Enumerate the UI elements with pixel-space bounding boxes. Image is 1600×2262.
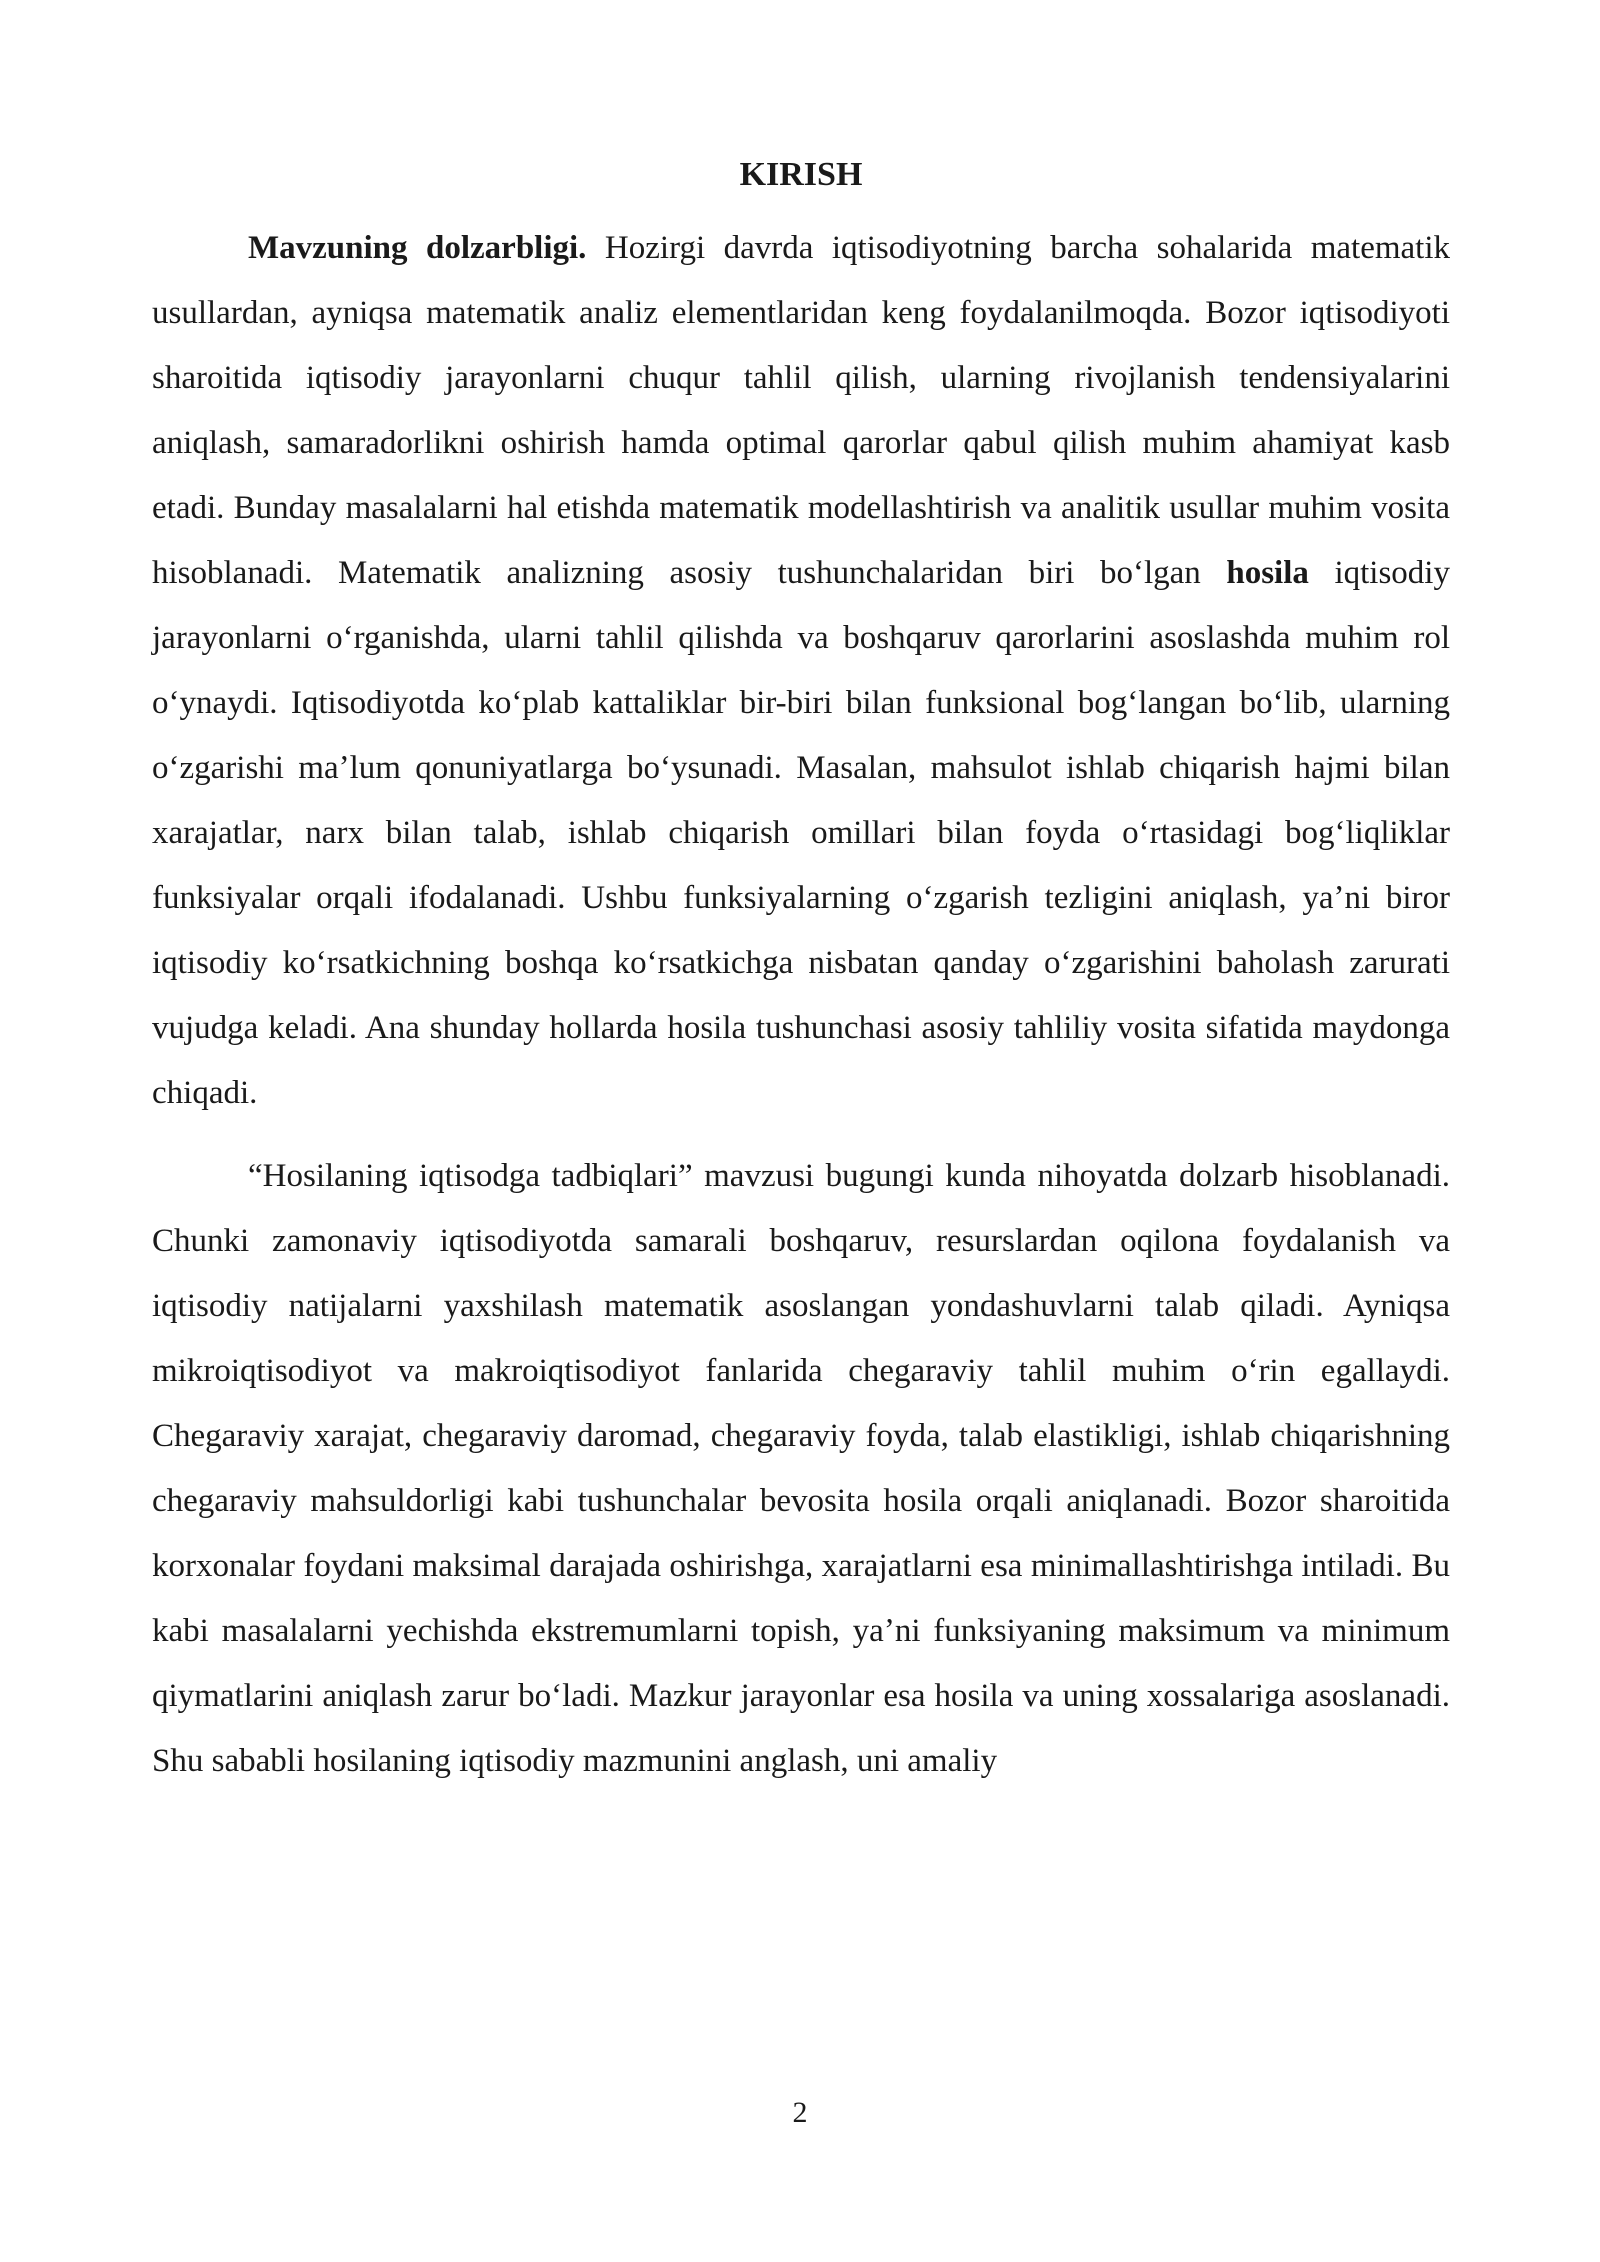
paragraph-relevance — [152, 216, 1450, 1126]
paragraph-text-part2: iqtisodiy jarayonlarni oʻrganishda, ularni tahlil qilishda va boshqaruv qarorlarini asoslashda muhim rol oʻynaydi. Iqtisodiyotda koʻplab kattaliklar bir-biri bilan funksional bogʻlangan boʻlib, ularning oʻzgarishi maʼlum qonuniyatlarga boʻysunadi. Masalan, mahsulot ishlab chiqarish hajmi bilan xarajatlar, narx bilan talab, ishlab chiqarish omillari bilan foyda oʻrtasidagi bogʻliqliklar funksiyalar orqali ifodalanadi. Ushbu funksiyalarning oʻzgarish tezligini aniqlash, yaʼni biror iqtisodiy koʻrsatkichning boshqa koʻrsatkichga nisbatan qanday oʻzgarishini baholash zarurati vujudga keladi. Ana shunday hollarda hosila tushunchasi asosiy tahliliy vosita sifatida maydonga chiqadi. — [152, 555, 1450, 1111]
paragraph-text-part1: Hozirgi davrda iqtisodiyotning barcha sohalarida matematik usullardan, ayniqsa matematik analiz elementlaridan keng foydalanilmoqda. Bozor iqtisodiyoti sharoitida iqtisodiy jarayonlarni chuqur tahlil qilish, ularning rivojlanish tendensiyalarini aniqlash, samaradorlikni oshirish hamda optimal qarorlar qabul qilish muhim ahamiyat kasb etadi. Bunday masalalarni hal etishda matematik modellashtirish va analitik usullar muhim vosita hisoblanadi. Matematik analizning asosiy tushunchalaridan biri boʻlgan — [152, 230, 1450, 591]
paragraph-topic: “Hosilaning iqtisodga tadbiqlari” mavzusi bugungi kunda nihoyatda dolzarb hisoblanadi. Chunki zamonaviy iqtisodiyotda samarali boshqaruv, resurslardan oqilona foydalanish va iqtisodiy natijalarni yaxshilash matematik asoslangan yondashuvlarni talab qiladi. Ayniqsa mikroiqtisodiyot va makroiqtisodiyot fanlarida chegaraviy tahlil muhim oʻrin egallaydi. Chegaraviy xarajat, chegaraviy daromad, chegaraviy foyda, talab elastikligi, ishlab chiqarishning chegaraviy mahsuldorligi kabi tushunchalar bevosita hosila orqali aniqlanadi. Bozor sharoitida korxonalar foydani maksimal darajada oshirishga, xarajatlarni esa minimallashtirishga intiladi. Bu kabi masalalarni yechishda ekstremumlarni topish, yaʼni funksiyaning maksimum va minimum qiymatlarini aniqlash zarur boʻladi. Mazkur jarayonlar esa hosila va uning xossalariga asoslanadi. Shu sababli hosilaning iqtisodiy mazmunini anglash, uni amaliy — [152, 1158, 1450, 1779]
page-number: 2 — [792, 2096, 808, 2129]
section-heading: KIRISH — [739, 156, 863, 193]
document-page — [152, 150, 1450, 1794]
bold-term-hosila: hosila — [1226, 555, 1309, 591]
paragraph-lead: Mavzuning dolzarbligi. — [248, 230, 587, 266]
